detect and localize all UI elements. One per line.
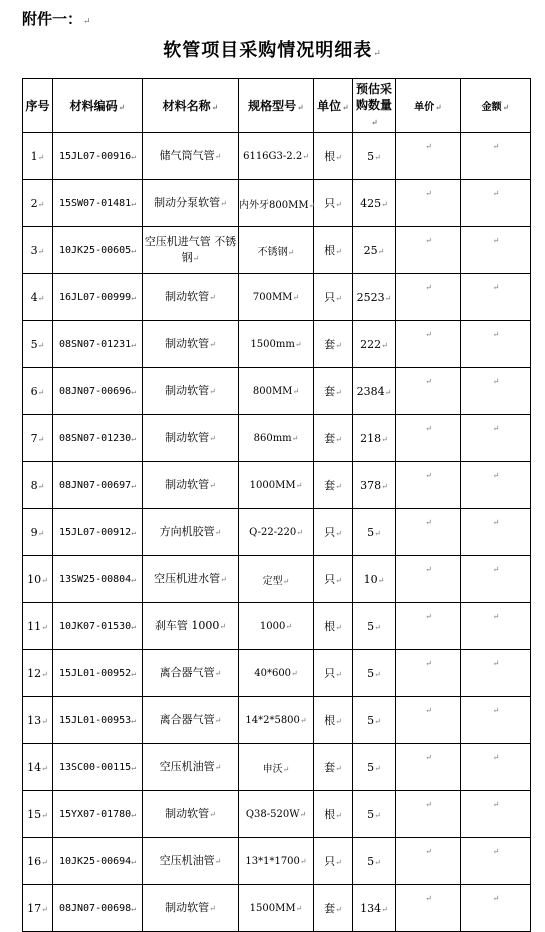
- cell-material-name: 方向机胶管↵: [143, 509, 239, 556]
- cell-material-name: 刹车管 1000↵: [143, 603, 239, 650]
- cell-unit: 只↵: [314, 838, 353, 885]
- cell-qty: 5↵: [353, 133, 396, 180]
- cell-qty: 5↵: [353, 509, 396, 556]
- cell-price: ↵: [396, 650, 461, 697]
- cell-code: 15JL07-00912↵: [53, 509, 143, 556]
- cell-spec: 6116G3-2.2↵: [239, 133, 314, 180]
- cell-spec: 40*600↵: [239, 650, 314, 697]
- table-row: [23, 885, 531, 932]
- table-row: [23, 791, 531, 838]
- cell-seq: 9↵: [23, 509, 53, 556]
- header-unit: 单位↵: [314, 79, 353, 133]
- table-row: [23, 744, 531, 791]
- cell-amount: ↵: [461, 791, 531, 838]
- table-row: [23, 462, 531, 509]
- table-row: [23, 227, 531, 274]
- cell-spec: 1000MM↵: [239, 462, 314, 509]
- table-row: [23, 650, 531, 697]
- cell-amount: ↵: [461, 368, 531, 415]
- cell-spec: 860mm↵: [239, 415, 314, 462]
- cell-material-name: 离合器气管↵: [143, 697, 239, 744]
- cell-price: ↵: [396, 603, 461, 650]
- cell-qty: 2384↵: [353, 368, 396, 415]
- header-seq: 序号: [23, 79, 53, 133]
- table-header-row: [23, 79, 531, 133]
- cell-price: ↵: [396, 556, 461, 603]
- cell-unit: 根↵: [314, 603, 353, 650]
- cell-amount: ↵: [461, 133, 531, 180]
- table-row: [23, 321, 531, 368]
- cell-unit: 根↵: [314, 791, 353, 838]
- cell-qty: 2523↵: [353, 274, 396, 321]
- procurement-table: [22, 78, 531, 932]
- cell-code: 13SW25-00804↵: [53, 556, 143, 603]
- cell-code: 10JK07-01530↵: [53, 603, 143, 650]
- cell-unit: 只↵: [314, 556, 353, 603]
- header-name: 材料名称↵: [143, 79, 239, 133]
- cell-price: ↵: [396, 462, 461, 509]
- cell-code: 10JK25-00605↵: [53, 227, 143, 274]
- cell-unit: 只↵: [314, 180, 353, 227]
- paragraph-mark-icon: ↵: [373, 49, 382, 59]
- cell-code: 15JL01-00953↵: [53, 697, 143, 744]
- cell-amount: ↵: [461, 415, 531, 462]
- cell-qty: 218↵: [353, 415, 396, 462]
- cell-price: ↵: [396, 838, 461, 885]
- cell-unit: 根↵: [314, 697, 353, 744]
- cell-seq: 1↵: [23, 133, 53, 180]
- cell-amount: ↵: [461, 603, 531, 650]
- cell-seq: 13↵: [23, 697, 53, 744]
- cell-material-name: 制动软管↵: [143, 885, 239, 932]
- cell-unit: 套↵: [314, 885, 353, 932]
- cell-code: 15JL07-00916↵: [53, 133, 143, 180]
- cell-amount: ↵: [461, 885, 531, 932]
- cell-price: ↵: [396, 744, 461, 791]
- cell-material-name: 空压机油管↵: [143, 744, 239, 791]
- cell-material-name: 空压机进气管 不锈钢↵: [143, 227, 239, 274]
- cell-qty: 10↵: [353, 556, 396, 603]
- cell-unit: 根↵: [314, 227, 353, 274]
- paragraph-mark-icon: ↵: [83, 17, 91, 27]
- title-text: 软管项目采购情况明细表: [163, 40, 373, 61]
- cell-amount: ↵: [461, 650, 531, 697]
- cell-material-name: 制动软管↵: [143, 462, 239, 509]
- cell-seq: 5↵: [23, 321, 53, 368]
- cell-code: 08SN07-01230↵: [53, 415, 143, 462]
- cell-seq: 17↵: [23, 885, 53, 932]
- table-body: [23, 133, 531, 932]
- procurement-table-wrapper: [22, 78, 531, 932]
- cell-spec: 定型↵: [239, 556, 314, 603]
- cell-seq: 10↵: [23, 556, 53, 603]
- cell-spec: 1000↵: [239, 603, 314, 650]
- cell-code: 15SW07-01481↵: [53, 180, 143, 227]
- cell-seq: 15↵: [23, 791, 53, 838]
- cell-price: ↵: [396, 697, 461, 744]
- cell-amount: ↵: [461, 321, 531, 368]
- cell-material-name: 制动软管↵: [143, 791, 239, 838]
- cell-price: ↵: [396, 227, 461, 274]
- cell-qty: 5↵: [353, 603, 396, 650]
- cell-seq: 3↵: [23, 227, 53, 274]
- cell-unit: 套↵: [314, 415, 353, 462]
- cell-spec: Q-22-220↵: [239, 509, 314, 556]
- cell-spec: 1500MM↵: [239, 885, 314, 932]
- cell-code: 16JL07-00999↵: [53, 274, 143, 321]
- document-title: [0, 36, 545, 62]
- cell-unit: 套↵: [314, 321, 353, 368]
- cell-price: ↵: [396, 885, 461, 932]
- cell-material-name: 制动软管↵: [143, 274, 239, 321]
- cell-qty: 5↵: [353, 838, 396, 885]
- cell-amount: ↵: [461, 744, 531, 791]
- attachment-text: 附件一：: [22, 10, 83, 28]
- cell-qty: 5↵: [353, 791, 396, 838]
- cell-spec: 13*1*1700↵: [239, 838, 314, 885]
- cell-spec: 申沃↵: [239, 744, 314, 791]
- cell-code: 08JN07-00698↵: [53, 885, 143, 932]
- cell-amount: ↵: [461, 227, 531, 274]
- cell-seq: 14↵: [23, 744, 53, 791]
- cell-code: 15YX07-01780↵: [53, 791, 143, 838]
- cell-unit: 只↵: [314, 509, 353, 556]
- cell-amount: ↵: [461, 838, 531, 885]
- table-row: [23, 838, 531, 885]
- cell-code: 08JN07-00697↵: [53, 462, 143, 509]
- header-qty: 预估采购数量↵: [353, 79, 396, 133]
- cell-qty: 134↵: [353, 885, 396, 932]
- cell-spec: 14*2*5800↵: [239, 697, 314, 744]
- table-row: [23, 556, 531, 603]
- cell-code: 13SC00-00115↵: [53, 744, 143, 791]
- cell-price: ↵: [396, 133, 461, 180]
- cell-spec: 不锈钢↵: [239, 227, 314, 274]
- cell-seq: 12↵: [23, 650, 53, 697]
- cell-unit: 套↵: [314, 462, 353, 509]
- table-row: [23, 603, 531, 650]
- cell-unit: 套↵: [314, 744, 353, 791]
- cell-seq: 6↵: [23, 368, 53, 415]
- cell-seq: 2↵: [23, 180, 53, 227]
- table-row: [23, 368, 531, 415]
- cell-spec: 800MM↵: [239, 368, 314, 415]
- cell-qty: 5↵: [353, 650, 396, 697]
- cell-spec: 内外牙800MM↵: [239, 180, 314, 227]
- cell-code: 10JK25-00694↵: [53, 838, 143, 885]
- header-amount: 金额↵: [461, 79, 531, 133]
- cell-material-name: 储气筒气管↵: [143, 133, 239, 180]
- attachment-label: [22, 8, 91, 29]
- cell-price: ↵: [396, 509, 461, 556]
- cell-price: ↵: [396, 180, 461, 227]
- cell-price: ↵: [396, 274, 461, 321]
- header-price: 单价↵: [396, 79, 461, 133]
- cell-seq: 11↵: [23, 603, 53, 650]
- cell-material-name: 制动软管↵: [143, 321, 239, 368]
- cell-qty: 5↵: [353, 697, 396, 744]
- cell-price: ↵: [396, 368, 461, 415]
- cell-material-name: 制动软管↵: [143, 415, 239, 462]
- cell-spec: 700MM↵: [239, 274, 314, 321]
- table-row: [23, 509, 531, 556]
- cell-amount: ↵: [461, 697, 531, 744]
- cell-material-name: 空压机进水管↵: [143, 556, 239, 603]
- cell-code: 08JN07-00696↵: [53, 368, 143, 415]
- cell-qty: 25↵: [353, 227, 396, 274]
- cell-material-name: 制动分泵软管↵: [143, 180, 239, 227]
- cell-qty: 378↵: [353, 462, 396, 509]
- cell-material-name: 离合器气管↵: [143, 650, 239, 697]
- cell-price: ↵: [396, 415, 461, 462]
- cell-material-name: 空压机油管↵: [143, 838, 239, 885]
- cell-seq: 8↵: [23, 462, 53, 509]
- table-row: [23, 274, 531, 321]
- cell-seq: 7↵: [23, 415, 53, 462]
- cell-amount: ↵: [461, 556, 531, 603]
- cell-amount: ↵: [461, 462, 531, 509]
- cell-unit: 套↵: [314, 368, 353, 415]
- cell-unit: 只↵: [314, 650, 353, 697]
- cell-amount: ↵: [461, 274, 531, 321]
- cell-seq: 16↵: [23, 838, 53, 885]
- header-code: 材料编码↵: [53, 79, 143, 133]
- cell-seq: 4↵: [23, 274, 53, 321]
- cell-spec: 1500mm↵: [239, 321, 314, 368]
- cell-price: ↵: [396, 321, 461, 368]
- cell-qty: 5↵: [353, 744, 396, 791]
- cell-amount: ↵: [461, 180, 531, 227]
- table-row: [23, 415, 531, 462]
- cell-price: ↵: [396, 791, 461, 838]
- cell-code: 15JL01-00952↵: [53, 650, 143, 697]
- cell-spec: Q38-520W↵: [239, 791, 314, 838]
- cell-code: 08SN07-01231↵: [53, 321, 143, 368]
- cell-unit: 只↵: [314, 274, 353, 321]
- cell-qty: 425↵: [353, 180, 396, 227]
- table-row: [23, 180, 531, 227]
- cell-unit: 根↵: [314, 133, 353, 180]
- table-row: [23, 133, 531, 180]
- header-spec: 规格型号↵: [239, 79, 314, 133]
- table-row: [23, 697, 531, 744]
- cell-amount: ↵: [461, 509, 531, 556]
- cell-qty: 222↵: [353, 321, 396, 368]
- cell-material-name: 制动软管↵: [143, 368, 239, 415]
